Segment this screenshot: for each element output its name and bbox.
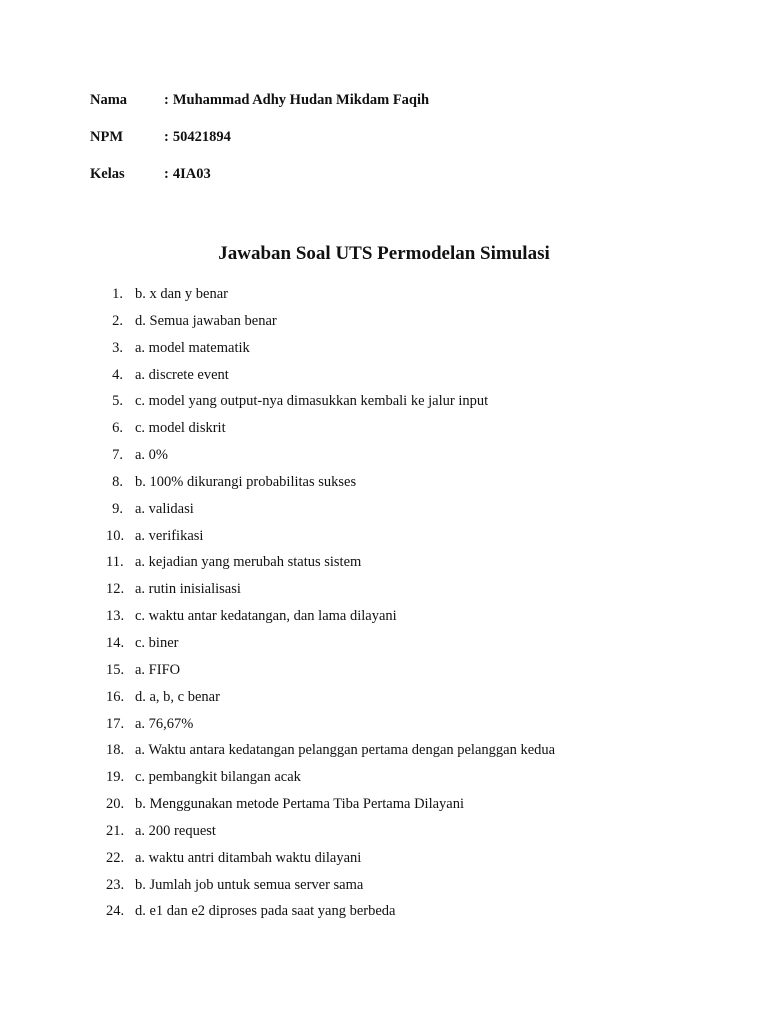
answer-item <box>106 689 555 716</box>
answer-number: 16. <box>106 688 125 705</box>
answer-text: a. 0% <box>135 447 169 464</box>
answer-text: a. waktu antri ditambah waktu dilayani <box>135 849 362 866</box>
answer-list <box>106 286 555 930</box>
class-label: Kelas <box>90 166 125 182</box>
answer-text: a. 76,67% <box>135 715 194 732</box>
name-value: Muhammad Adhy Hudan Mikdam Faqih <box>172 92 430 108</box>
answer-text: c. model yang output-nya dimasukkan kembali ke jalur input <box>135 393 489 410</box>
answer-number: 14. <box>106 634 125 651</box>
answer-text: d. Semua jawaban benar <box>135 312 277 329</box>
answer-text: c. pembangkit bilangan acak <box>135 769 301 786</box>
npm-row <box>90 129 429 166</box>
answer-number: 15. <box>106 661 125 678</box>
answer-number: 12. <box>106 581 125 598</box>
answer-text: a. 200 request <box>135 822 216 839</box>
name-separator: : <box>164 92 169 108</box>
answer-number: 20. <box>106 796 125 813</box>
answer-item <box>106 367 555 394</box>
answer-text: b. 100% dikurangi probabilitas sukses <box>135 473 357 490</box>
name-row <box>90 92 429 129</box>
npm-label: NPM <box>90 129 124 145</box>
answer-item <box>106 769 555 796</box>
answer-number: 24. <box>106 903 125 920</box>
answer-number: 3. <box>112 339 123 356</box>
name-label: Nama <box>90 92 128 108</box>
document-title: Jawaban Soal UTS Permodelan Simulasi <box>218 243 550 264</box>
answer-item <box>106 742 555 769</box>
answer-number: 22. <box>106 849 125 866</box>
answer-text: b. Menggunakan metode Pertama Tiba Pertama Dilayani <box>135 796 464 813</box>
answer-item <box>106 662 555 689</box>
answer-item <box>106 340 555 367</box>
answer-number: 23. <box>106 876 125 893</box>
answer-item <box>106 581 555 608</box>
answer-number: 18. <box>106 742 125 759</box>
npm-separator: : <box>164 129 169 145</box>
answer-text: a. kejadian yang merubah status sistem <box>135 554 362 571</box>
answer-item <box>106 850 555 877</box>
answer-number: 7. <box>112 447 123 464</box>
answer-item <box>106 608 555 635</box>
answer-number: 6. <box>112 420 123 437</box>
answer-number: 1. <box>112 286 123 302</box>
answer-text: a. discrete event <box>135 366 229 383</box>
npm-value: 50421894 <box>172 129 231 145</box>
answer-number: 17. <box>106 715 125 732</box>
answer-item <box>106 528 555 555</box>
answer-item <box>106 420 555 447</box>
answer-item <box>106 796 555 823</box>
answer-text: a. FIFO <box>135 661 181 678</box>
answer-number: 13. <box>106 608 125 625</box>
answer-number: 8. <box>112 473 123 490</box>
answer-text: d. a, b, c benar <box>135 688 220 705</box>
class-separator: : <box>164 166 169 182</box>
answer-item <box>106 447 555 474</box>
answer-text: a. Waktu antara kedatangan pelanggan pertama dengan pelanggan kedua <box>135 742 556 759</box>
answer-item <box>106 393 555 420</box>
answer-item <box>106 716 555 743</box>
answer-text: a. rutin inisialisasi <box>135 581 241 598</box>
answer-number: 9. <box>112 500 123 517</box>
answer-text: d. e1 dan e2 diproses pada saat yang berbeda <box>135 903 396 920</box>
answer-number: 2. <box>112 312 123 329</box>
answer-item <box>106 313 555 340</box>
answer-text: c. waktu antar kedatangan, dan lama dilayani <box>135 608 397 625</box>
answer-item <box>106 286 555 313</box>
answer-text: c. model diskrit <box>135 420 226 437</box>
answer-text: a. validasi <box>135 500 194 517</box>
answer-text: b. x dan y benar <box>135 286 229 302</box>
answer-item <box>106 501 555 528</box>
answer-item <box>106 474 555 501</box>
answer-item <box>106 903 555 930</box>
answer-text: c. biner <box>135 634 179 651</box>
answer-number: 4. <box>112 366 123 383</box>
class-row <box>90 166 429 203</box>
answer-number: 5. <box>112 393 123 410</box>
answer-text: a. model matematik <box>135 339 250 356</box>
answer-number: 11. <box>106 554 124 571</box>
answer-item <box>106 823 555 850</box>
class-value: 4IA03 <box>172 166 211 182</box>
answer-number: 19. <box>106 769 125 786</box>
answer-number: 10. <box>106 527 125 544</box>
answer-text: b. Jumlah job untuk semua server sama <box>135 876 364 893</box>
answer-text: a. verifikasi <box>135 527 204 544</box>
student-info <box>90 92 429 203</box>
answer-item <box>106 635 555 662</box>
answer-number: 21. <box>106 822 125 839</box>
answer-item <box>106 877 555 904</box>
answer-item <box>106 554 555 581</box>
